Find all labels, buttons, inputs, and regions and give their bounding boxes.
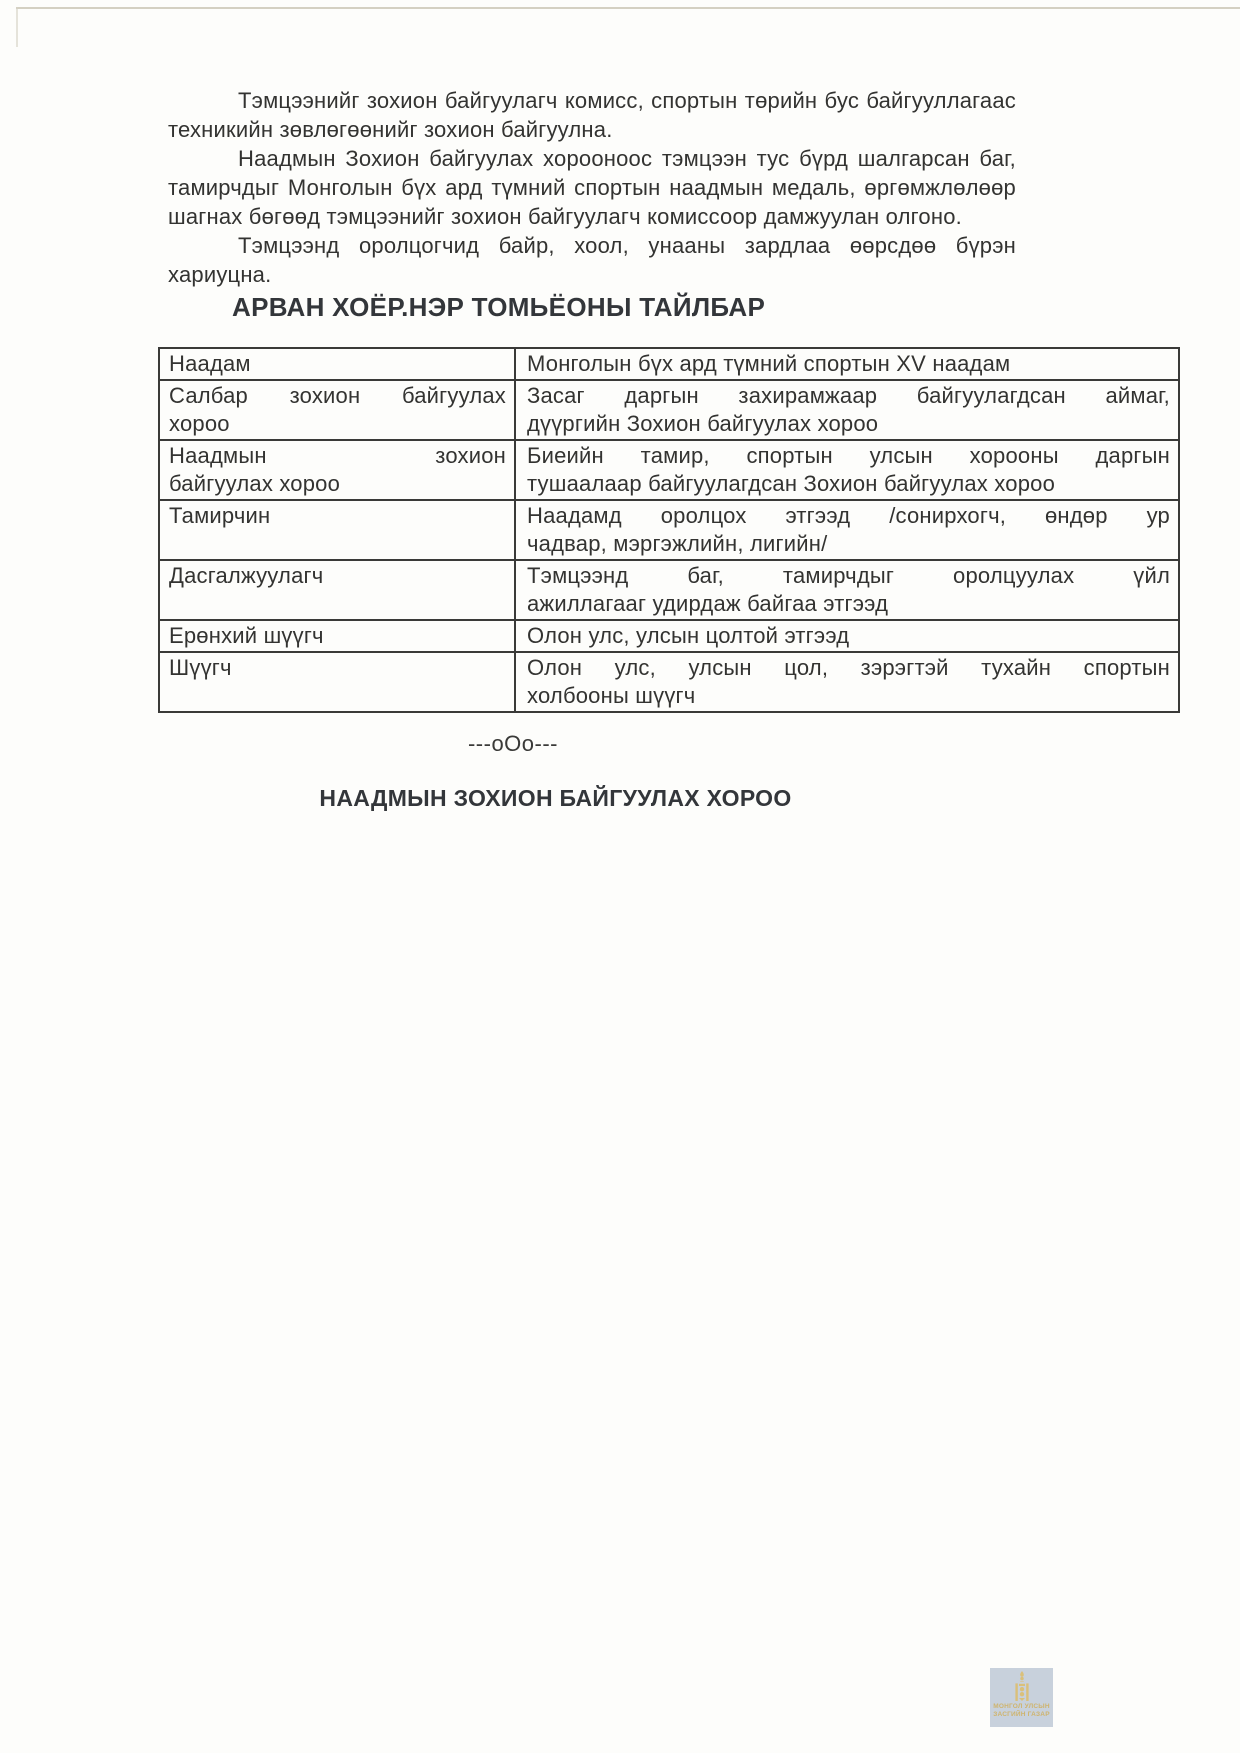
text-line: Засаг даргын захирамжаар байгуулагдсан аймаг, [527, 383, 1170, 408]
definition-cell [515, 652, 1179, 712]
definition-cell [515, 620, 1179, 652]
table-row [159, 560, 1179, 620]
text-line: Наадамд оролцох этгээд /сонирхогч, өндөр ур [527, 503, 1170, 528]
scan-artifact-top [16, 7, 1240, 9]
government-watermark [990, 1668, 1053, 1727]
text-line: Тэмцээнд оролцогчид байр, хоол, унааны зардлаа өөрсдөө бүрэн хариуцна. [168, 233, 1016, 287]
text-line: Наадам [169, 351, 251, 376]
text-line: Салбар зохион байгуулах [169, 383, 506, 408]
definition-cell [515, 560, 1179, 620]
paragraphs [168, 86, 1016, 289]
definition-cell [515, 500, 1179, 560]
table-row [159, 500, 1179, 560]
term-cell [159, 380, 515, 440]
text-line: тушаалаар байгуулагдсан Зохион байгуулах хороо [527, 471, 1056, 496]
text-line: Олон улс, улсын цолтой этгээд [527, 623, 850, 648]
section-heading: АРВАН ХОЁР.НЭР ТОМЬЁОНЫ ТАЙЛБАР [232, 292, 766, 322]
paragraph [168, 86, 1016, 144]
scan-artifact-left [16, 7, 18, 47]
table-row [159, 440, 1179, 500]
table-row [159, 348, 1179, 380]
text-line: шагнах бөгөөд тэмцээнийг зохион байгуулагч комиссоор дамжуулан олгоно. [168, 204, 962, 229]
term-cell [159, 440, 515, 500]
ooo-divider: ---оОо--- [467, 731, 559, 756]
text-line: тамирчдыг Монголын бүх ард түмний спортын наадмын медаль, өргөмжлөлөөр [168, 175, 1016, 200]
text-line: Тэмцээнийг зохион байгуулагч комисс, спортын төрийн бус байгууллагаас [238, 88, 1016, 113]
table-row [159, 652, 1179, 712]
text-line: холбооны шүүгч [527, 683, 696, 708]
text-line: Ерөнхий шүүгч [169, 623, 324, 648]
table-row [159, 380, 1179, 440]
table-row [159, 620, 1179, 652]
text-line: хороо [169, 411, 230, 436]
watermark-line-2: ЗАСГИЙН ГАЗАР [993, 1710, 1050, 1718]
text-line: ажиллагааг удирдаж байгаа этгээд [527, 591, 889, 616]
term-cell [159, 348, 515, 380]
definition-cell [515, 440, 1179, 500]
text-line: байгуулах хороо [169, 471, 341, 496]
text-line: Дасгалжуулагч [169, 563, 324, 588]
text-line: Олон улс, улсын цол, зэрэгтэй тухайн спортын [527, 655, 1170, 680]
watermark-line-1: МОНГОЛ УЛСЫН [993, 1703, 1050, 1710]
definition-cell [515, 380, 1179, 440]
text-line: Наадмын Зохион байгуулах хорооноос тэмцээн тус бүрд шалгарсан баг, [238, 146, 1016, 171]
terms-table [158, 347, 1180, 713]
text-line: техникийн зөвлөгөөнийг зохион байгуулна. [168, 117, 613, 142]
terms-table-body [159, 348, 1179, 712]
paragraph [168, 144, 1016, 231]
text-line: Тэмцээнд баг, тамирчдыг оролцуулах үйл [527, 563, 1170, 588]
text-line: дүүргийн Зохион байгуулах хороо [527, 411, 879, 436]
term-cell [159, 500, 515, 560]
government-watermark-text [993, 1703, 1050, 1718]
text-line: Монголын бүх ард түмний спортын XV наадам [527, 351, 1011, 376]
text-line: Тамирчин [169, 503, 271, 528]
text-line: чадвар, мэргэжлийн, лигийн/ [527, 531, 828, 556]
definition-cell [515, 348, 1179, 380]
text-line: Шүүгч [169, 655, 232, 680]
text-line: Наадмын зохион [169, 443, 506, 468]
footer-heading: НААДМЫН ЗОХИОН БАЙГУУЛАХ ХОРОО [319, 785, 792, 811]
text-line: Биеийн тамир, спортын улсын хорооны даргын [527, 443, 1170, 468]
soyombo-icon [1011, 1671, 1033, 1701]
term-cell [159, 652, 515, 712]
term-cell [159, 620, 515, 652]
paragraph [168, 231, 1016, 289]
term-cell [159, 560, 515, 620]
